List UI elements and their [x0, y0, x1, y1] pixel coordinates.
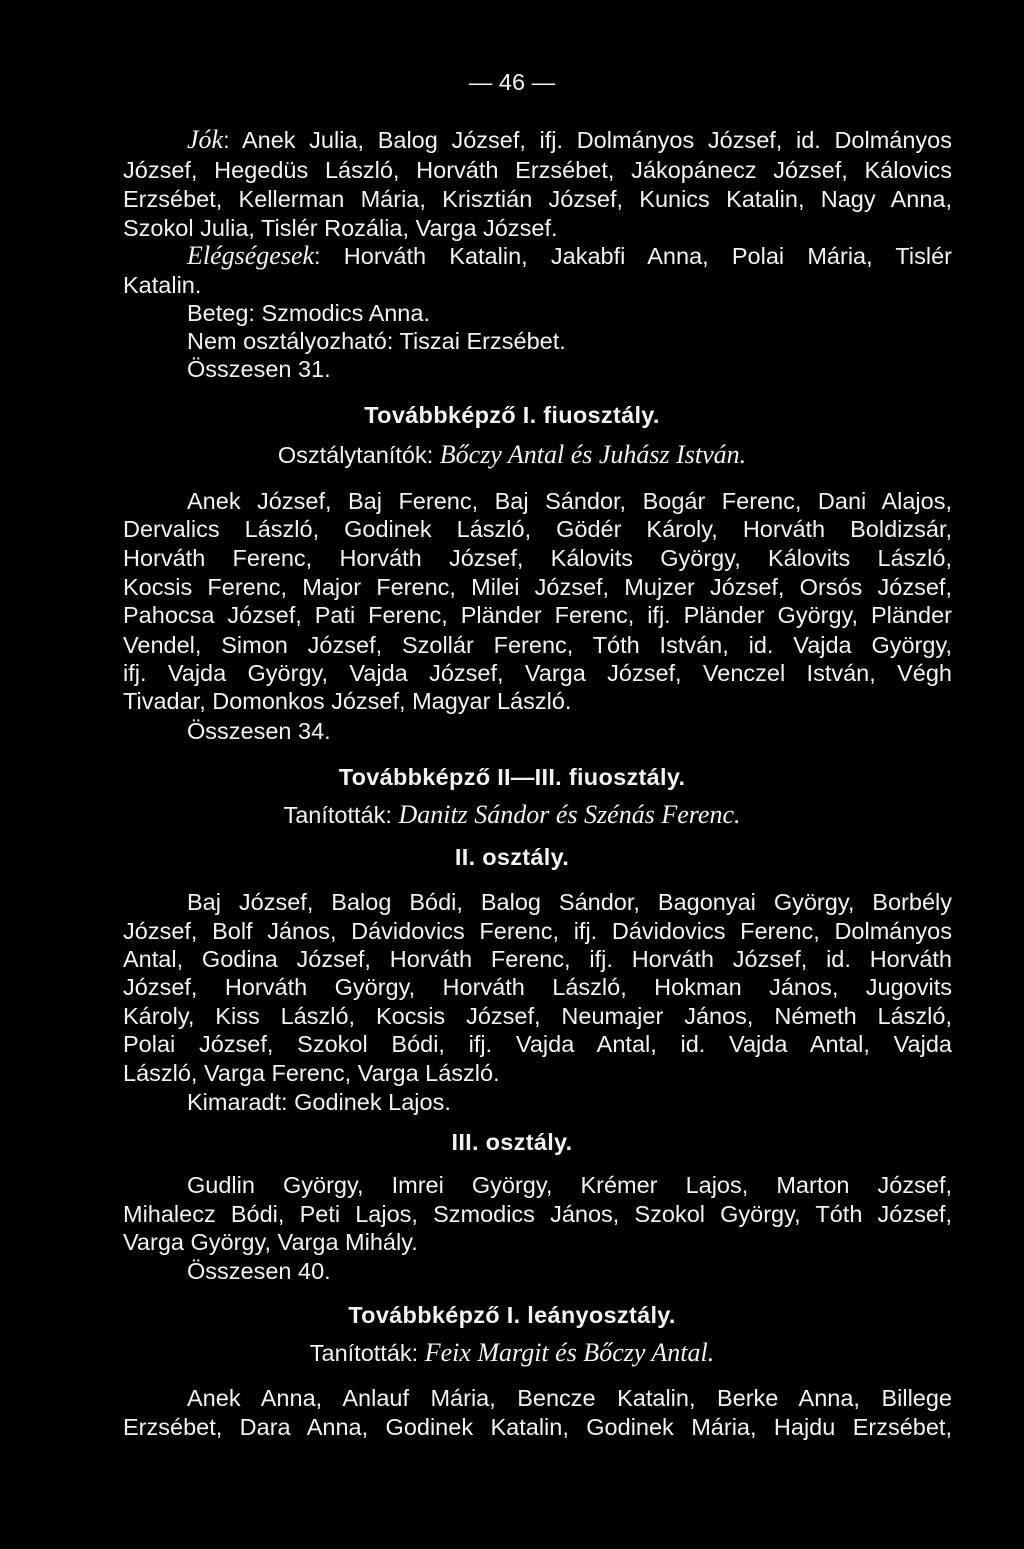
kimaradt-line: Kimaradt: Godinek Lajos. — [187, 1089, 451, 1115]
jok-text: : Anek Julia, Balog József, ifj. Dolmányos József, id. Dolmányos — [223, 127, 952, 153]
jok-line — [187, 125, 952, 155]
name-line: Anek Anna, Anlauf Mária, Bencze Katalin, Berke Anna, Billege — [187, 1385, 952, 1411]
beteg-line: Beteg: Szmodics Anna. — [187, 300, 430, 326]
name-line: Károly, Kiss László, Kocsis József, Neumajer János, Németh László, — [123, 1003, 952, 1029]
name-line: Gudlin György, Imrei György, Krémer Lajos, Marton József, — [187, 1172, 952, 1198]
name-line: Baj József, Balog Bódi, Balog Sándor, Bagonyai György, Borbély — [187, 889, 952, 915]
name-line: Horváth Ferenc, Horváth József, Kálovits György, Kálovits László, — [123, 545, 952, 571]
name-line: Antal, Godina József, Horváth Ferenc, ifj. Horváth József, id. Horváth — [123, 946, 952, 972]
name-line: Kocsis Ferenc, Major Ferenc, Milei József, Mujzer József, Orsós József, — [123, 574, 952, 600]
name-line: József, Bolf János, Dávidovics Ferenc, ifj. Dávidovics Ferenc, Dolmányos — [123, 918, 952, 944]
teachers-label: Osztálytanítók: — [277, 442, 440, 468]
name-line: Varga György, Varga Mihály. — [123, 1229, 418, 1255]
teachers-line — [0, 1338, 1024, 1368]
jok-line: Szokol Julia, Tislér Rozália, Varga József. — [123, 215, 558, 241]
name-line: Tivadar, Domonkos József, Magyar László. — [123, 688, 572, 714]
name-line: Polai József, Szokol Bódi, ifj. Vajda Antal, id. Vajda Antal, Vajda — [123, 1031, 952, 1057]
teachers-label: Tanították: — [309, 1340, 425, 1366]
osszesen-line: Összesen 40. — [187, 1258, 331, 1284]
elegsegesek-label: Elégségesek — [187, 241, 315, 270]
section-heading: Továbbképző I. fiuosztály. — [364, 402, 660, 428]
teachers-names: Danitz Sándor és Szénás Ferenc. — [398, 800, 741, 829]
class-heading: II. osztály. — [454, 844, 570, 870]
jok-line: József, Hegedüs László, Horváth Erzsébet, Jákopánecz József, Kálovics — [123, 157, 952, 183]
osszesen-line: Összesen 31. — [187, 356, 331, 382]
section-heading: Továbbképző I. leányosztály. — [348, 1302, 676, 1328]
teachers-label: Tanították: — [283, 802, 399, 828]
page-number: — 46 — — [468, 69, 556, 95]
name-line: Erzsébet, Dara Anna, Godinek Katalin, Godinek Mária, Hajdu Erzsébet, — [123, 1414, 952, 1440]
teachers-line — [0, 800, 1024, 830]
section-heading: Továbbképző II—III. fiuosztály. — [338, 764, 686, 790]
elegsegesek-line: Katalin. — [123, 272, 202, 298]
jok-label: Jók — [187, 125, 224, 154]
teachers-line — [0, 440, 1024, 470]
nem-osztalyozhato-line: Nem osztályozható: Tiszai Erzsébet. — [187, 328, 566, 354]
class-heading: III. osztály. — [451, 1129, 573, 1155]
name-line: Anek József, Baj Ferenc, Baj Sándor, Bogár Ferenc, Dani Alajos, — [187, 488, 952, 514]
name-line: Pahocsa József, Pati Ferenc, Pländer Ferenc, ifj. Pländer György, Pländer — [123, 602, 952, 628]
elegsegesek-line — [187, 241, 952, 271]
name-line: Dervalics László, Godinek László, Gödér Károly, Horváth Boldizsár, — [123, 516, 952, 542]
jok-line: Erzsébet, Kellerman Mária, Krisztián József, Kunics Katalin, Nagy Anna, — [123, 186, 952, 212]
teachers-names: Feix Margit és Bőczy Antal. — [424, 1338, 715, 1367]
name-line: Vendel, Simon József, Szollár Ferenc, Tóth István, id. Vajda György, — [123, 632, 952, 658]
osszesen-line: Összesen 34. — [187, 718, 331, 744]
name-line: József, Horváth György, Horváth László, Hokman János, Jugovits — [123, 974, 952, 1000]
teachers-names: Bőczy Antal és Juhász István. — [439, 440, 747, 469]
name-line: ifj. Vajda György, Vajda József, Varga József, Venczel István, Végh — [123, 660, 952, 686]
name-line: László, Varga Ferenc, Varga László. — [123, 1060, 500, 1086]
elegsegesek-text: : Horváth Katalin, Jakabfi Anna, Polai Mária, Tislér — [314, 243, 952, 269]
name-line: Mihalecz Bódi, Peti Lajos, Szmodics János, Szokol György, Tóth József, — [123, 1201, 952, 1227]
